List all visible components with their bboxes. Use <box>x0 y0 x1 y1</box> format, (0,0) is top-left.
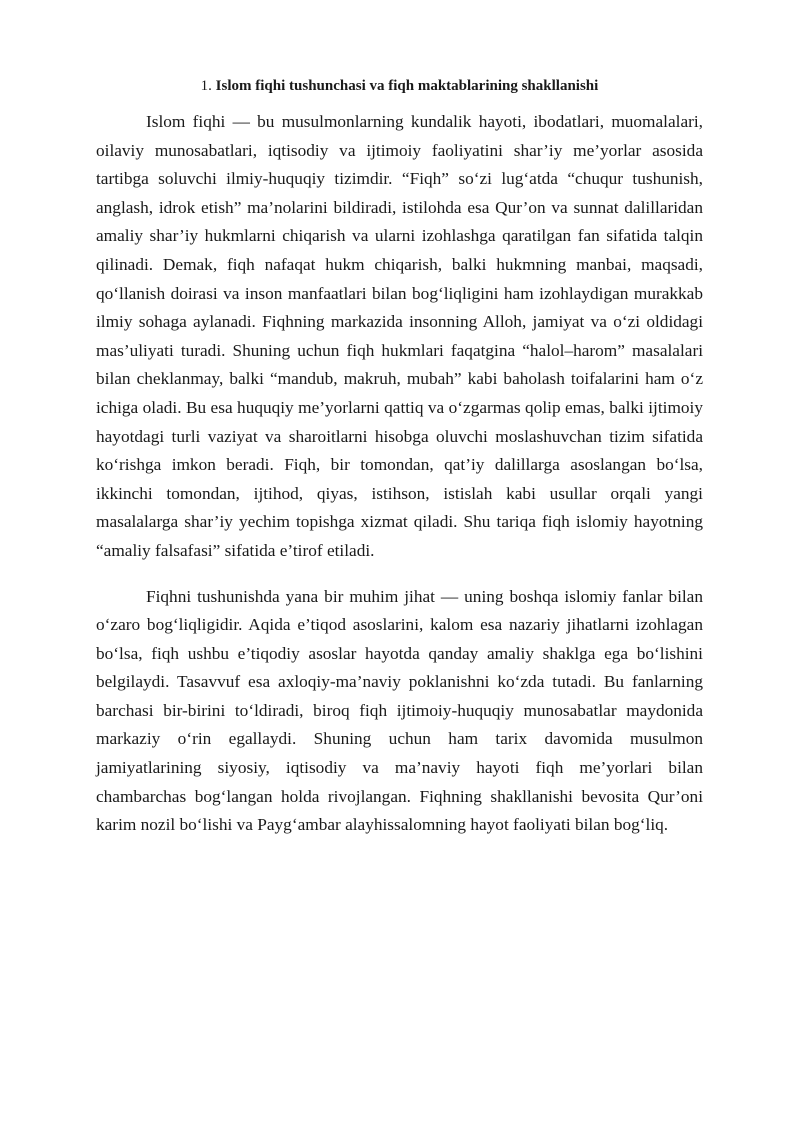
section-number: 1. <box>200 78 212 94</box>
body-paragraph-1: Islom fiqhi — bu musulmonlarning kundalik hayoti, ibodatlari, muomalalari, oilaviy munosabatlari, iqtisodiy va ijtimoiy faoliyatini shar’iy me’yorlar asosida tartibga soluvchi ilmiy-huquqiy tizimdir. “Fiqh” so‘zi lug‘atda “chuqur tushunish, anglash, idrok etish” ma’nolarini bildiradi, istilohda esa Qur’on va sunnat dalillaridan amaliy shar’iy hukmlarni chiqarish va ularni izohlashga qaratilgan fan sifatida talqin qilinadi. Demak, fiqh nafaqat hukm chiqarish, balki hukmning manbai, maqsadi, qo‘llanish doirasi va inson manfaatlari bilan bog‘liqligini ham izohlaydigan murakkab ilmiy sohaga aylanadi. Fiqhning markazida insonning Alloh, jamiyat va o‘zi oldidagi mas’uliyati turadi. Shuning uchun fiqh hukmlari faqatgina “halol–harom” masalalari bilan cheklanmay, balki “mandub, makruh, mubah” kabi baholash toifalarini ham o‘z ichiga oladi. Bu esa huquqiy me’yorlarni qattiq va o‘zgarmas qolip emas, balki ijtimoiy hayotdagi turli vaziyat va sharoitlarni hisobga oluvchi moslashuvchan tizim sifatida ko‘rishga imkon beradi. Fiqh, bir tomondan, qat’iy dalillarga asoslangan bo‘lsa, ikkinchi tomondan, ijtihod, qiyas, istihson, istislah kabi usullar orqali yangi masalalarga shar’iy yechim topishga xizmat qiladi. Shu tariqa fiqh islomiy hayotning “amaliy falsafasi” sifatida e’tirof etiladi. <box>96 112 703 560</box>
section-title: Islom fiqhi tushunchasi va fiqh maktablarining shakllanishi <box>215 78 599 94</box>
section-heading <box>96 76 703 96</box>
body-paragraph-2: Fiqhni tushunishda yana bir muhim jihat — uning boshqa islomiy fanlar bilan o‘zaro bog‘liqligidir. Aqida e’tiqod asoslarini, kalom esa nazariy jihatlarni izohlagan bo‘lsa, fiqh ushbu e’tiqodiy asoslar hayotda qanday amaliy shaklga ega bo‘lishini belgilaydi. Tasavvuf esa axloqiy-ma’naviy poklanishni ko‘zda tutadi. Bu fanlarning barchasi bir-birini to‘ldiradi, biroq fiqh ijtimoiy-huquqiy munosabatlar maydonida markaziy o‘rin egallaydi. Shuning uchun ham tarix davomida musulmon jamiyatlarining siyosiy, iqtisodiy va ma’naviy hayoti fiqh me’yorlari bilan chambarchas bog‘langan holda rivojlangan. Fiqhning shakllanishi bevosita Qur’oni karim nozil bo‘lishi va Payg‘ambar alayhissalomning hayot faoliyati bilan bog‘liq. <box>96 586 703 835</box>
document-page <box>96 76 703 840</box>
